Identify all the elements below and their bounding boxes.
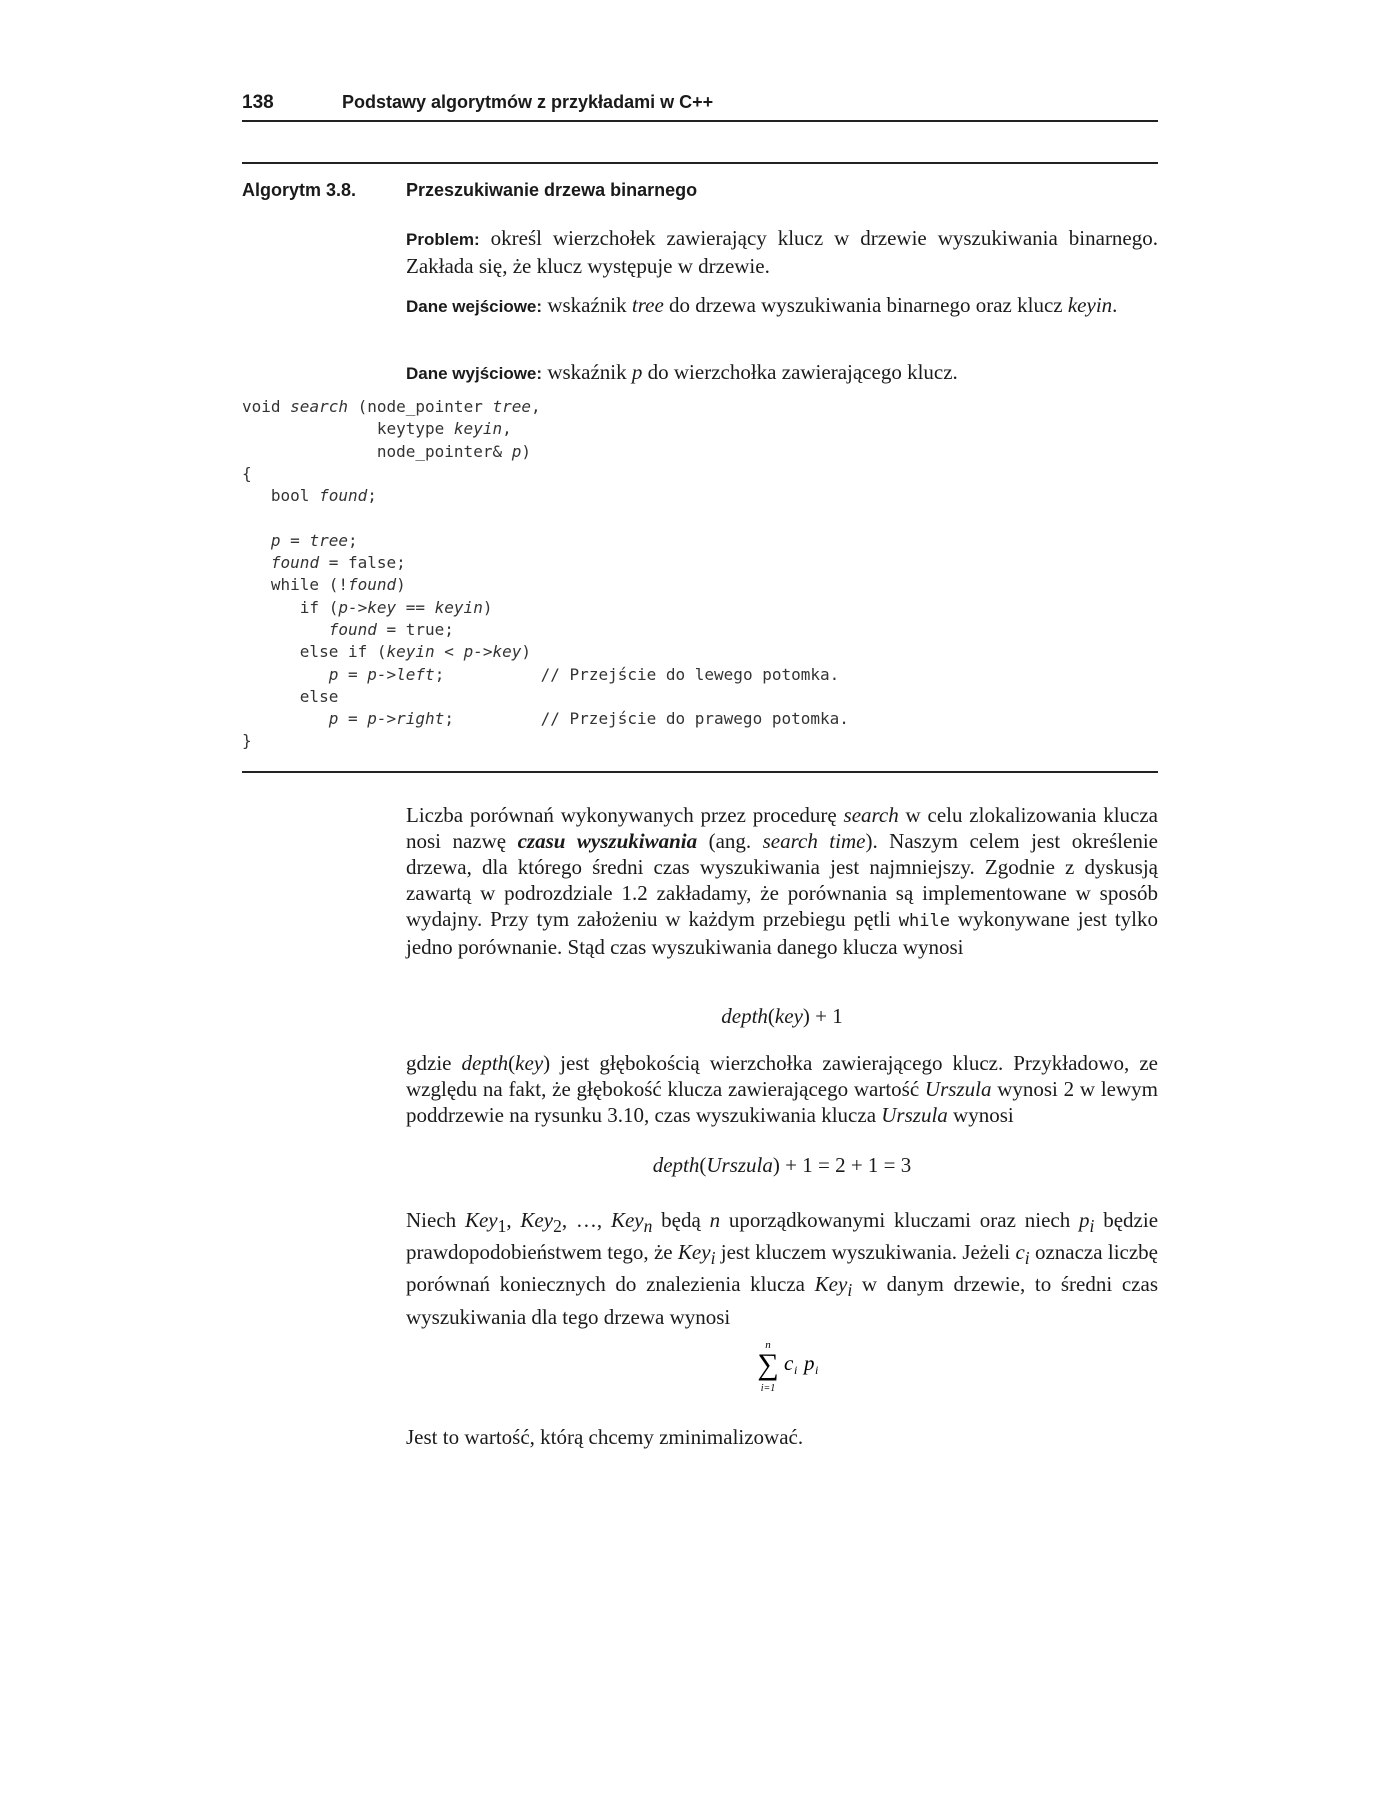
- input-text: wskaźnik: [547, 293, 627, 317]
- algorithm-top-rule: [242, 162, 1158, 164]
- algorithm-title: Przeszukiwanie drzewa binarnego: [406, 180, 698, 200]
- input-text: do drzewa wyszukiwania binarnego oraz klucz: [669, 293, 1063, 317]
- sum-sub-i: i: [815, 1363, 819, 1377]
- term-emphasis: czasu wyszukiwania: [517, 829, 698, 853]
- equation-depth-urszula: depth(Urszula) + 1 = 2 + 1 = 3: [652, 1153, 912, 1177]
- page-header: [242, 92, 1158, 122]
- sum-upper-limit: n: [765, 1339, 771, 1351]
- code-line: bool found;: [242, 486, 377, 506]
- paragraph: gdzie depth(key) jest głębokością wierzchołka zawierającego klucz. Przykładowo, ze względu na fakt, że głębokość klucza zawierającego wartość Urszula wynosi 2 w lewym poddrzewie na rysunku 3.10, czas wyszukiwania klucza Urszula wynosi: [406, 1051, 1158, 1127]
- code-line: if (p->key == keyin): [242, 597, 493, 617]
- equation-depth-key: depth(key) + 1: [721, 1004, 843, 1028]
- code-line: node_pointer& p): [242, 441, 531, 461]
- paragraph: Jest to wartość, którą chcemy zminimalizować.: [406, 1425, 804, 1449]
- input-text: .: [1112, 293, 1118, 317]
- output-var-p: p: [631, 360, 643, 384]
- output-label: Dane wyjściowe:: [406, 364, 543, 383]
- sigma-symbol: ∑: [757, 1348, 779, 1381]
- sum-sub-i: i: [794, 1363, 798, 1377]
- code-line: void search (node_pointer tree,: [242, 397, 541, 416]
- sum-lower-limit: i=1: [760, 1383, 776, 1394]
- output-text: wskaźnik: [547, 360, 627, 384]
- algorithm-output: [406, 359, 1158, 387]
- code-line: {: [242, 463, 252, 483]
- code-line-blank: [242, 507, 942, 529]
- algorithm-problem: [406, 225, 1158, 279]
- algorithm-input: [406, 292, 1158, 320]
- inline-code: while: [898, 911, 950, 931]
- paragraph: Niech Key$_1$, Key$_2$, …, Key$_n$ będą n uporządkowanymi kluczami oraz niech $p_i$ będzie prawdopodobieństwem tego, że Key$_i$ jest kluczem wyszukiwania. Jeżeli $c_i$ oznacza liczbę porównań koniecznych do znalezienia klucza Key$_i$ w danym drzewie, to średni czas wyszukiwania dla tego drzewa wynosi: [406, 1208, 1159, 1329]
- running-title: Podstawy algorytmów z przykładami w C++: [342, 92, 714, 112]
- code-line: p = tree;: [270, 530, 358, 550]
- algorithm-label: Algorytm 3.8.: [242, 180, 357, 200]
- code-line: found = false;: [270, 553, 406, 573]
- code-line: else if (keyin < p->key): [242, 642, 532, 662]
- code-listing: [242, 396, 942, 753]
- code-line: keytype keyin,: [242, 419, 512, 439]
- sum-term-p: p: [804, 1351, 815, 1375]
- input-var-tree: tree: [631, 293, 664, 317]
- code-line: else: [242, 686, 339, 706]
- code-line: p = p->left; // Przejście do lewego potomka.: [328, 664, 840, 684]
- algorithm-bottom-rule: [242, 771, 1158, 773]
- header-rule: [242, 120, 1158, 122]
- input-var-keyin: keyin: [1067, 293, 1113, 317]
- sum-term-c: c: [784, 1351, 794, 1375]
- page-number: 138: [242, 92, 274, 113]
- problem-text: określ wierzchołek zawierający klucz w drzewie wyszukiwania binarnego. Zakłada się, że klucz występuje w drzewie.: [406, 226, 1159, 278]
- output-text: do wierzchołka zawierającego klucz.: [647, 360, 958, 384]
- input-label: Dane wejściowe:: [406, 297, 543, 316]
- problem-label: Problem:: [406, 230, 480, 249]
- code-line: while (!found): [242, 575, 406, 595]
- code-line: }: [242, 731, 252, 751]
- sum-formula: [730, 1338, 870, 1394]
- code-line: p = p->right; // Przejście do prawego potomka.: [328, 709, 849, 729]
- paragraph: Liczba porównań wykonywanych przez procedurę search w celu zlokalizowania klucza nosi nazwę czasu wyszukiwania (ang. search time). Naszym celem jest określenie drzewa, dla którego średni czas wyszukiwania jest najmniejszy. Zgodnie z dyskusją zawartą w podrozdziale 1.2 zakładamy, że porównania są implementowane w sposób wydajny. Przy tym założeniu w każdym przebiegu pętli while wykonywane jest tylko jedno porównanie. Stąd czas wyszukiwania danego klucza wynosi: [406, 803, 1159, 959]
- code-line: found = true;: [328, 619, 454, 639]
